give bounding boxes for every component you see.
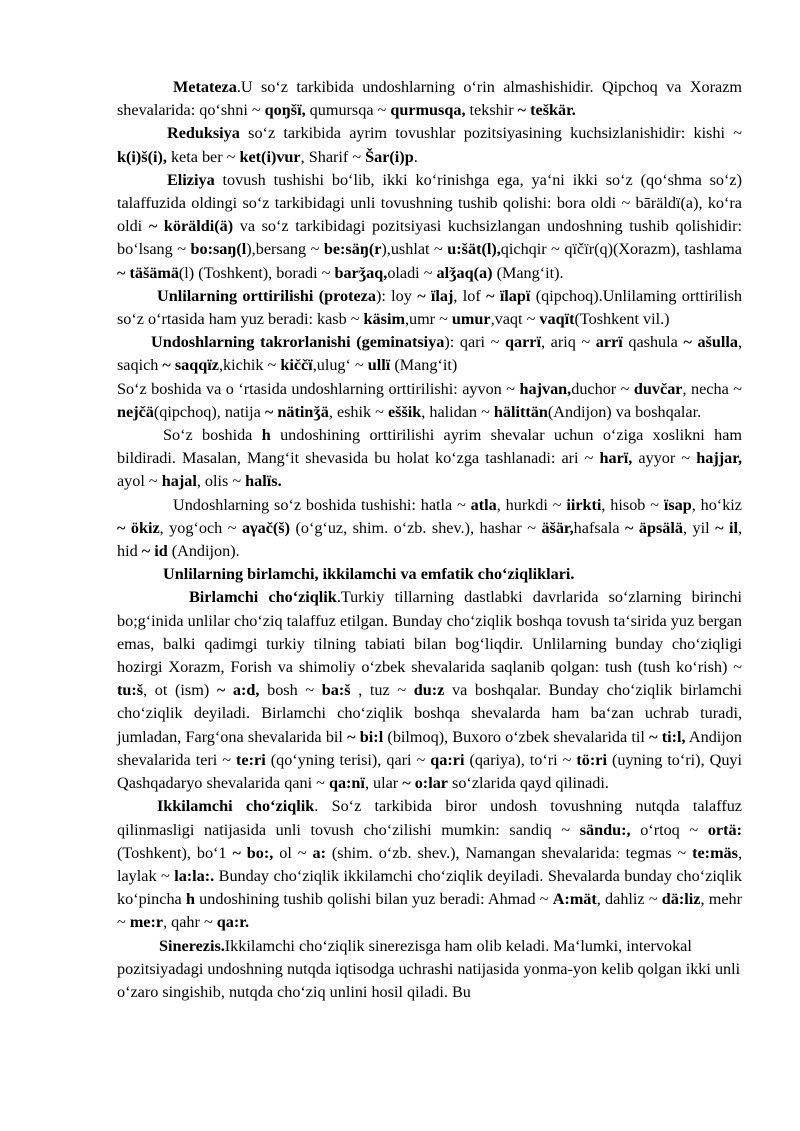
text-run: (bilmoq), Buxoro o‘zbek shevalarida til: [383, 727, 650, 746]
bold-term: sändu:,: [579, 820, 631, 839]
text-run: , halidan ~: [421, 402, 494, 421]
bold-term: Unlilarning orttirilishi (proteza: [157, 286, 376, 305]
bold-term: te:mäs: [692, 843, 738, 862]
text-run: o‘rtoq ~: [630, 820, 708, 839]
text-run: (qo‘yning terisi), qari ~: [265, 750, 431, 769]
paragraph: [117, 935, 742, 1005]
bold-term: te:ri: [236, 750, 266, 769]
paragraph: [117, 586, 742, 795]
bold-term: ~ o:lar: [402, 774, 448, 793]
bold-term: ~ nätinǯä: [264, 402, 329, 421]
paragraph: [117, 76, 742, 122]
bold-term: a:: [312, 843, 326, 862]
bold-term: vaqït: [539, 310, 575, 329]
bold-term: ~ ašulla: [683, 333, 738, 352]
text-run: , ot (ism): [143, 681, 217, 700]
bold-term: ~ äpsälä: [624, 518, 683, 537]
text-run: (l) (Toshkent), boradi ~: [178, 263, 335, 282]
bold-term: ket(i)vur: [239, 147, 301, 166]
text-run: qashula: [622, 333, 684, 352]
bold-term: me:r: [129, 913, 164, 932]
text-run: ayyor ~: [632, 449, 697, 468]
bold-term: Birlamchi cho‘ziqlik: [189, 588, 337, 607]
text-run: (Andijon) va boshqalar.: [547, 402, 702, 421]
bold-term: äšär,: [541, 518, 574, 537]
text-run: , necha ~: [682, 379, 743, 398]
bold-term: arrï: [595, 333, 623, 352]
bold-term: Ikkilamchi cho‘ziqlik: [157, 797, 315, 816]
text-run: , eshik ~: [328, 402, 388, 421]
text-run: keta ber ~: [166, 147, 240, 166]
text-run: ,kichik ~: [218, 356, 281, 375]
bold-term: Unlilarning birlamchi, ikkilamchi va emfatik cho‘ziqliklari.: [163, 565, 575, 584]
text-run: (shim. o‘zb. shev.), Namangan shevalarida: tegmas ~: [325, 843, 693, 862]
bold-term: barǯaq,: [334, 263, 388, 282]
paragraph: [117, 494, 742, 564]
text-run: , lof: [453, 286, 487, 305]
text-run: qumursqa ~: [305, 101, 391, 120]
text-run: .U so‘z tarkibida undoshlarning o‘rin almashishidir. Qipchoq va Xorazm shevalarida: qo‘shni ~: [117, 78, 742, 120]
bold-term: ~ ïlaj: [417, 286, 454, 305]
bold-term: u:šät(l),: [447, 240, 501, 259]
text-run: , hurkdi ~: [496, 495, 567, 514]
bold-term: h: [185, 890, 195, 909]
bold-term: ïsap: [663, 495, 692, 514]
text-run: ),ushlat ~: [381, 240, 448, 259]
text-run: So‘z boshida: [163, 426, 262, 445]
bold-term: eššik: [387, 402, 422, 421]
text-run: qichqir ~ qïčïr(q)(Xorazm), tashlama: [500, 240, 742, 259]
text-run: , ho‘kiz: [691, 495, 742, 514]
text-run: duchor ~: [571, 379, 634, 398]
bold-term: Reduksiya: [167, 124, 240, 143]
text-run: , olis ~: [196, 472, 246, 491]
text-run: hafsala: [573, 518, 625, 537]
text-run: , ariq ~: [540, 333, 596, 352]
text-run: , yil: [682, 518, 716, 537]
bold-term: alǯaq(a): [436, 263, 493, 282]
text-run: ayol ~: [117, 472, 162, 491]
text-run: , qahr ~: [163, 913, 217, 932]
text-run: (Toshkent vil.): [574, 310, 670, 329]
text-run: Undoshlarning so‘z boshida tushishi: hatla ~: [173, 495, 471, 514]
text-run: , Sharif ~: [300, 147, 366, 166]
bold-term: hajvan,: [519, 379, 572, 398]
text-run: ): qari ~: [444, 333, 506, 352]
bold-term: qoŋšï,: [264, 101, 306, 120]
bold-term: ~ bi:l: [347, 727, 384, 746]
bold-term: umur: [451, 310, 491, 329]
text-run: undoshining orttirilishi ayrim shevalar uchun o‘ziga xoslikni ham bildiradi. Masalan, Mang‘it shevasida bu holat ko‘zga tashlanadi: ari ~: [117, 426, 742, 468]
text-run: (Toshkent), bo‘1: [117, 843, 233, 862]
bold-term: iirkti: [566, 495, 602, 514]
text-run: ),bersang ~: [246, 240, 324, 259]
text-run: , tuz ~: [350, 681, 414, 700]
bold-term: la:la:.: [174, 866, 215, 885]
paragraph: [117, 331, 742, 377]
paragraph: [117, 795, 742, 934]
bold-term: ~ il: [715, 518, 738, 537]
text-run: Andijon shevalarida teri ~: [117, 727, 742, 769]
text-run: tekshir: [465, 101, 518, 120]
text-run: oladi ~: [387, 263, 437, 282]
text-run: (o‘g‘uz, shim. o‘zb. shev.), hashar ~: [289, 518, 542, 537]
text-run: , hid: [117, 518, 742, 561]
bold-term: atla: [470, 495, 497, 514]
text-run: (Mang‘it).: [492, 263, 564, 282]
bold-term: k(i)š(i),: [117, 147, 167, 166]
bold-term: Sinerezis.: [159, 936, 225, 955]
bold-term: hälittän: [493, 402, 548, 421]
bold-term: qurmusqa,: [390, 101, 466, 120]
bold-term: A:mät: [552, 890, 597, 909]
bold-term: Šar(i)p: [365, 147, 414, 166]
text-run: (Andijon).: [167, 542, 240, 561]
text-run: Ikkilamchi cho‘ziqlik sinerezisga ham olib keladi. Ma‘lumki, intervokal pozitsiyadagi undoshning nutqda iqtisodga uchrashi natijasida yonma-yon kelib qolgan ikki unli o‘zaro singishib, nutqda cho‘ziq unlini hosil qiladi. Bu: [117, 936, 741, 1001]
text-run: , ular: [364, 774, 403, 793]
bold-term: qarrï: [505, 333, 541, 352]
bold-term: ~ ïlapï: [486, 286, 531, 305]
bold-term: ~ bo:,: [232, 843, 274, 862]
bold-term: qa:nï: [328, 774, 365, 793]
bold-term: ba:š: [321, 681, 351, 700]
bold-term: ~ a:d,: [216, 681, 260, 700]
paragraph: [117, 378, 742, 424]
bold-term: harï,: [599, 449, 633, 468]
bold-term: du:z: [413, 681, 445, 700]
text-run: , laylak ~: [117, 843, 742, 885]
paragraph: [117, 424, 742, 494]
bold-term: ~ teškär.: [517, 101, 576, 120]
text-run: Bunday cho‘ziqlik ikkilamchi cho‘ziqlik deyiladi. Shevalarda bunday cho‘ziqlik ko‘pincha: [117, 866, 742, 909]
bold-term: be:säŋ(r: [323, 240, 382, 259]
text-run: So‘z boshida va o ‘rtasida undoshlarning orttirilishi: ayvon ~: [117, 379, 520, 398]
text-run: ,vaqt ~: [490, 310, 540, 329]
bold-term: aγač(š): [241, 518, 290, 537]
bold-term: hajjar,: [696, 449, 742, 468]
bold-term: ~ saqqïz: [162, 356, 219, 375]
text-run: (qariya), to‘ri ~: [464, 750, 577, 769]
bold-term: Undoshlarning takrorlanishi (geminatsiya: [151, 333, 445, 352]
bold-term: Eliziya: [167, 170, 215, 189]
text-run: .Turkiy tillarning dastlabki davrlarida so‘zlarning birinchi bo;g‘inida unlilar cho‘ziq talaffuz etilgan. Bunday cho‘ziqlik boshqa tovush ta‘sirida yuz bergan emas, balki qadimgi turkiy tilning tabiati bilan bog‘liqdir. Unlilarning bunday cho‘ziqligi hozirgi Xorazm, Forish va shimoliy o‘zbek shevalarida saqlanib qolgan: tush (tush ko‘rish) ~: [117, 588, 742, 677]
bold-term: halïs.: [245, 472, 282, 491]
text-run: .: [413, 147, 418, 166]
bold-term: ~ täšämä: [117, 263, 179, 282]
bold-term: bo:saŋ(l: [190, 240, 247, 259]
paragraph: [117, 169, 742, 285]
paragraph: [117, 285, 742, 331]
bold-term: ~ ti:l,: [649, 727, 686, 746]
text-run: . So‘z tarkibida biror undosh tovushning nutqda talaffuz qilinmasligi natijasida unli tovush cho‘zilishi mumkin: sandiq ~: [117, 797, 742, 839]
text-run: so‘z tarkibida ayrim tovushlar pozitsiyasining kuchsizlanishidir: kishi ~: [239, 124, 742, 143]
text-run: (qipchoq), natija: [153, 402, 265, 421]
bold-term: ortä:: [707, 820, 742, 839]
bold-term: qa:r.: [216, 913, 250, 932]
text-run: , hisob ~: [601, 495, 664, 514]
bold-term: ~ köräldi(ä): [148, 217, 234, 236]
text-run: tovush tushishi bo‘lib, ikki ko‘rinishga ega, ya‘ni ikki so‘z (qo‘shma so‘z) talaffuzida oldingi so‘z tarkibidagi unli tovushning tushib qolishi: bora oldi ~ bāräldï(a), ko‘ra oldi: [117, 170, 742, 236]
text-run: , yog‘och ~: [159, 518, 242, 537]
text-run: undoshining tushib qolishi bilan yuz beradi: Ahmad ~: [194, 890, 553, 909]
bold-term: ullï: [367, 356, 391, 375]
text-run: , dahliz ~: [596, 890, 662, 909]
bold-term: hajal: [161, 472, 197, 491]
paragraph: [117, 563, 742, 586]
paragraph: [117, 122, 742, 168]
bold-term: ~ ökiz: [117, 518, 160, 537]
text-run: (Mang‘it): [390, 356, 458, 375]
text-run: ,ulug‘ ~: [312, 356, 368, 375]
bold-term: qa:ri: [430, 750, 465, 769]
text-run: va boshqalar. Bunday cho‘ziqlik birlamchi cho‘ziqlik deyiladi. Birlamchi cho‘ziqlik boshqa shevalarda ham ba‘zan uchrab turadi, jumladan, Farg‘ona shevalarida bil: [117, 681, 742, 746]
bold-term: Metateza: [173, 78, 237, 96]
bold-term: ~ id: [141, 542, 168, 561]
text-run: (uyning to‘ri), Quyi Qashqadaryo shevalarida qani ~: [117, 750, 742, 793]
text-run: ): loy: [375, 286, 418, 305]
text-run: , saqich: [117, 333, 742, 375]
bold-term: kiččï: [280, 356, 313, 375]
text-run: , mehr ~: [117, 890, 742, 932]
text-run: va so‘z tarkibidagi pozitsiyasi kuchsizlangan undoshning tushib qolishidir: bo‘lsang ~: [117, 217, 742, 259]
bold-term: käsim: [363, 310, 405, 329]
text-run: ,umr ~: [404, 310, 452, 329]
bold-term: tö:ri: [576, 750, 607, 769]
text-run: ol ~: [273, 843, 313, 862]
bold-term: tu:š: [117, 681, 144, 700]
bold-term: h: [261, 426, 271, 445]
bold-term: duvčar: [633, 379, 683, 398]
text-run: so‘zlarida qayd qilinadi.: [447, 774, 609, 793]
bold-term: dä:liz: [661, 890, 701, 909]
text-run: (qipchoq).Unlilaming orttirilish so‘z o‘rtasida ham yuz beradi: kasb ~: [117, 286, 743, 329]
bold-term: nejčä: [117, 402, 154, 421]
text-run: bosh ~: [259, 681, 322, 700]
